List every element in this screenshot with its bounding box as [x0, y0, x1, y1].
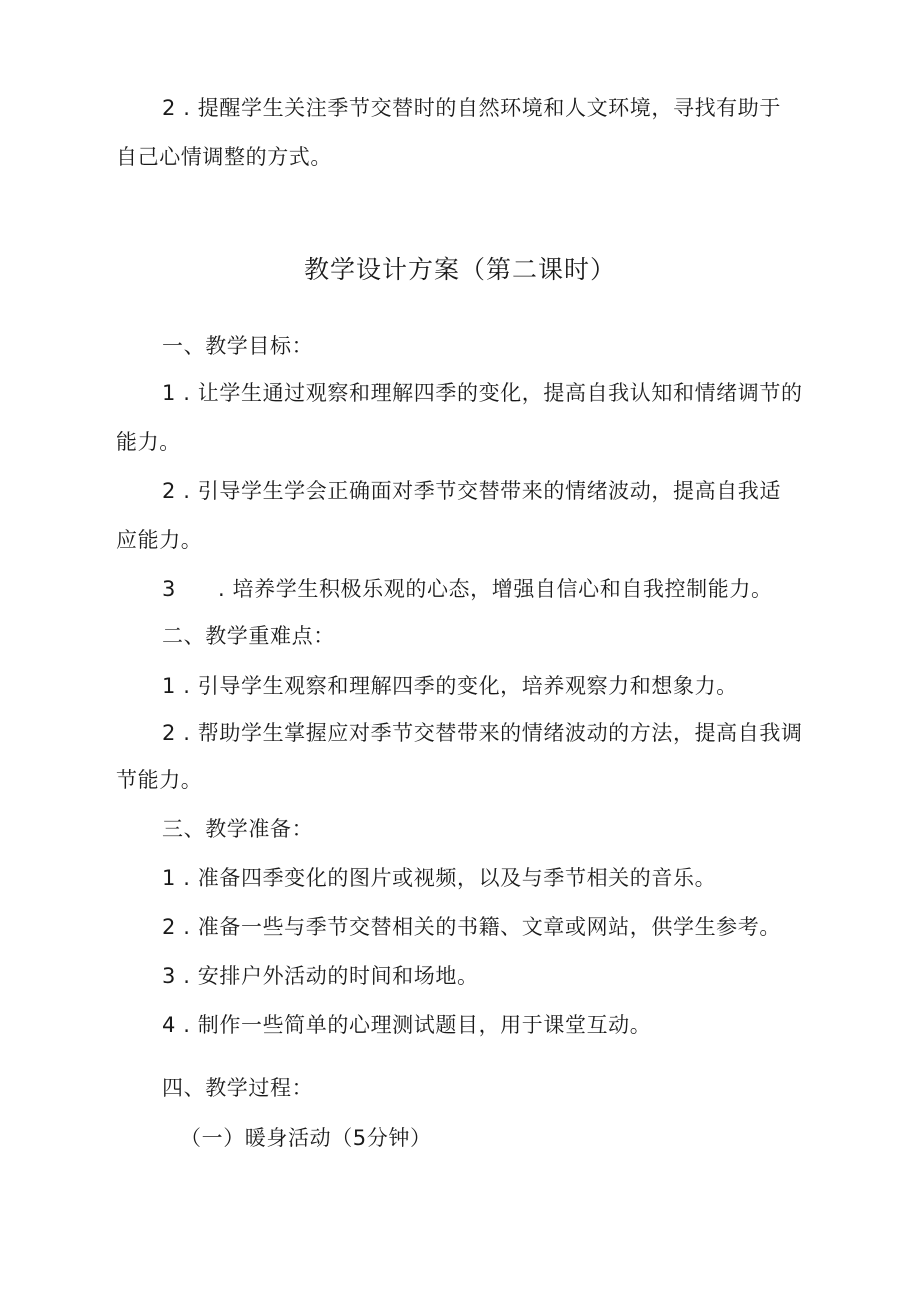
section-1-heading: 一、教学目标： — [162, 334, 314, 358]
section-2-heading: 二、教学重难点： — [162, 624, 335, 648]
section-1-item-2-line-1: 2 . 引导学生学会正确面对季节交替带来的情绪波动，提高自我适 — [162, 479, 781, 503]
section-4-sub-1: （一）暖身活动（5分钟） — [180, 1126, 432, 1150]
section-2-item-2-line-1: 2 . 帮助学生掌握应对季节交替带来的情绪波动的方法，提高自我调 — [162, 721, 803, 745]
section-2-item-1: 1 . 引导学生观察和理解四季的变化，培养观察力和想象力。 — [162, 674, 738, 698]
section-3-item-1: 1 . 准备四季变化的图片或视频，以及与季节相关的音乐。 — [162, 866, 717, 890]
section-1-item-3-number: 3 — [162, 577, 176, 601]
section-1-item-2-line-2: 应能力。 — [116, 528, 203, 552]
section-1-item-3-text: . 培养学生积极乐观的心态，增强自信心和自我控制能力。 — [218, 577, 773, 601]
section-3-item-2: 2 . 准备一些与季节交替相关的书籍、文章或网站，供学生参考。 — [162, 915, 781, 939]
intro-paragraph-line-1: 2 . 提醒学生关注季节交替时的自然环境和人文环境，寻找有助于 — [162, 96, 781, 120]
section-4-heading: 四、教学过程： — [162, 1076, 314, 1100]
page-title: 教学设计方案（第二课时） — [303, 255, 616, 284]
section-3-item-3: 3 . 安排户外活动的时间和场地。 — [162, 964, 479, 988]
section-1-item-3 — [162, 575, 773, 603]
section-3-heading: 三、教学准备： — [162, 817, 314, 841]
section-1-item-1-line-2: 能力。 — [116, 430, 181, 454]
section-2-item-2-line-2: 节能力。 — [116, 768, 203, 792]
intro-paragraph-line-2: 自己心情调整的方式。 — [116, 145, 332, 169]
section-1-item-1-line-1: 1 . 让学生通过观察和理解四季的变化，提高自我认知和情绪调节的 — [162, 381, 803, 405]
section-3-item-4: 4 . 制作一些简单的心理测试题目，用于课堂互动。 — [162, 1013, 652, 1037]
